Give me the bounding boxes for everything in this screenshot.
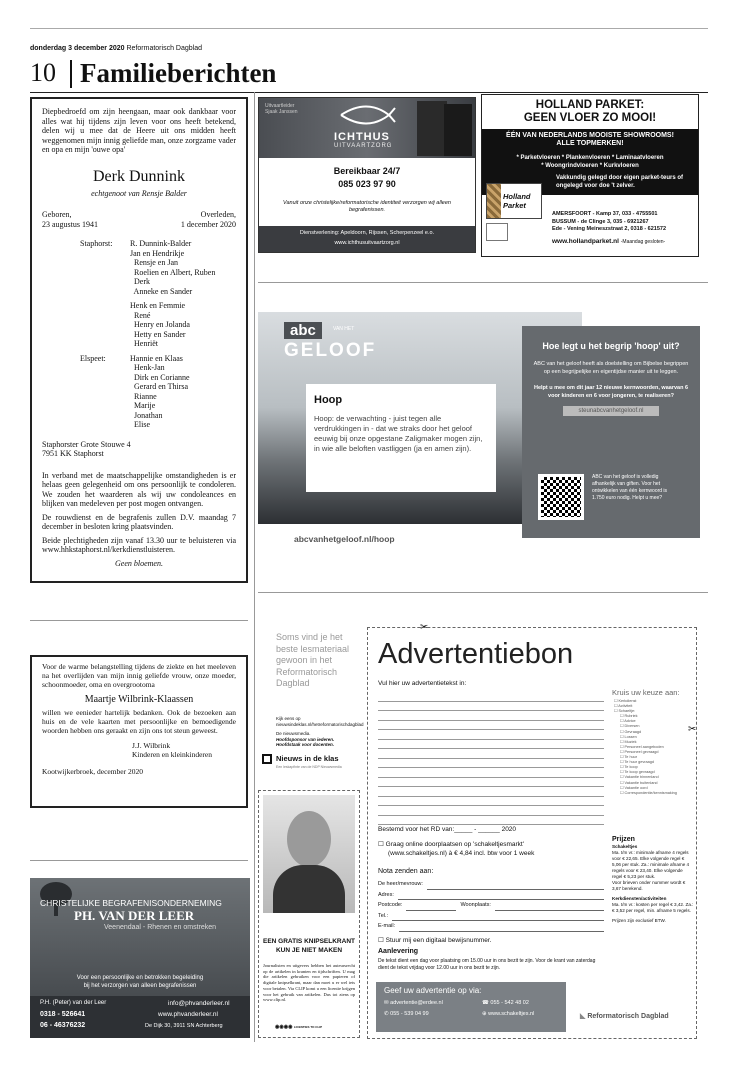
- field-city-label: Woonplaats:: [460, 902, 491, 908]
- option-checkbox[interactable]: ☐: [614, 709, 619, 714]
- abc-p2: Helpt u mee om dit jaar 12 nieuwe kernwoorden, waarvan 6 voor kinderen en 6 voor jongeren, te realiseren?: [533, 385, 689, 399]
- family-row: [42, 311, 236, 321]
- abc-question: Hoe legt u het begrip 'hoop' uit?: [542, 341, 680, 351]
- field-city-input[interactable]: [495, 900, 604, 911]
- family-place: [42, 320, 102, 330]
- klas-logo: Nieuws in de klas: [276, 754, 339, 763]
- online-checkbox[interactable]: ☐: [378, 841, 384, 848]
- field-email-label: E-mail:: [378, 923, 396, 929]
- bon-text-line[interactable]: [378, 721, 604, 731]
- rule-mid-1: [258, 282, 708, 283]
- family-row: [42, 301, 236, 311]
- family-row: [42, 258, 236, 268]
- knip-title-2: KUN JE NIET MAKEN: [275, 947, 343, 954]
- abc-qr-text: ABC van het geloof is volledig afhankelijk van giften. Voor het ontwikkelen van één kernwoord is 1.750 euro nodig. Helpt u mee?: [592, 474, 668, 501]
- ichthus-tag: [265, 103, 298, 115]
- parket-url[interactable]: www.hollandparket.nl: [552, 238, 619, 245]
- top-rule: [30, 28, 708, 29]
- abc-p1: ABC van het geloof heeft als doelstelling om Bijbelse begrippen op een begrijpelijke en eigentijdse manier uit te leggen.: [533, 361, 689, 375]
- bon-fax: 055 - 542 48 02: [490, 1000, 529, 1006]
- abc-vanhet: VAN HET: [333, 326, 355, 332]
- klas-logo-icon: [262, 754, 272, 764]
- person-2: [444, 104, 472, 156]
- option-checkbox[interactable]: ☐: [620, 724, 625, 729]
- option-checkbox[interactable]: ☐: [620, 790, 625, 795]
- deceased-name: Derk Dunnink: [93, 167, 185, 185]
- bon-bewijs: [378, 936, 492, 944]
- family-row: [42, 239, 236, 249]
- clip-logo-text: LICENTIES TO CLIP: [293, 1025, 323, 1029]
- address-line-2: 7951 KK Staphorst: [42, 449, 104, 458]
- bon-web[interactable]: www.schakeltjes.nl: [488, 1011, 535, 1017]
- bon-btw: Prijzen zijn exclusief BTW.: [612, 918, 666, 923]
- parket-craft: Vakkundig gelegd door eigen parket-teurs of ongelegd voor doe 't zelver.: [556, 175, 684, 189]
- portrait-photo: [263, 795, 355, 913]
- field-name-input[interactable]: [427, 879, 604, 890]
- bon-prices: [612, 835, 694, 924]
- family-place: [42, 330, 102, 340]
- family-member: Rensje en Jan: [130, 258, 178, 267]
- rule-left: [30, 620, 248, 621]
- bon-text-line[interactable]: [378, 787, 604, 797]
- phone-icon: ✆: [384, 1011, 389, 1017]
- leer-tel-1: 0318 - 526641: [40, 1011, 86, 1018]
- bon-text-label: Vul hier uw advertentietekst in:: [378, 680, 467, 687]
- family-row: [42, 373, 236, 383]
- family-member: Henriët: [130, 339, 158, 348]
- family-row: [42, 382, 236, 392]
- bon-mail[interactable]: advertentie@erdee.nl: [390, 1000, 443, 1006]
- bon-text-line[interactable]: [378, 759, 604, 769]
- option-checkbox[interactable]: ☐: [614, 699, 619, 703]
- family-place: [42, 363, 102, 373]
- bon-online-price: (www.schakeltjes.nl) à € 4,84 incl. btw voor 1 week: [388, 850, 535, 857]
- field-postcode-input[interactable]: [406, 900, 456, 911]
- parket-hours: -Maandag gesloten-: [620, 239, 666, 245]
- family-place: [42, 287, 102, 297]
- leer-email[interactable]: info@phvanderleer.nl: [168, 1000, 230, 1007]
- parket-items-1: * Parketvloeren * Plankenvloeren * Laminaatvloeren: [516, 155, 664, 161]
- family-member: Marije: [130, 401, 156, 410]
- bon-text-line[interactable]: [378, 730, 604, 740]
- scissors-icon-side: ✂: [688, 724, 697, 735]
- parket-badge: [486, 223, 508, 241]
- family-member: Henk-Jan: [130, 363, 165, 372]
- qr-code-icon[interactable]: [538, 474, 584, 520]
- leer-name: PH. VAN DER LEER: [74, 908, 195, 923]
- field-email-input[interactable]: [399, 921, 604, 932]
- parket-addresses: [552, 211, 666, 234]
- family-row: [42, 392, 236, 402]
- dates: [42, 210, 236, 229]
- family-member: Henk en Femmie: [130, 301, 186, 310]
- option-label: Te koop: [624, 765, 638, 770]
- family-member: Hannie en Klaas: [130, 353, 183, 363]
- wilbrink-place: Kootwijkerbroek, december 2020: [42, 767, 144, 776]
- parket-logo-text: Holland Parket: [503, 192, 531, 210]
- option-label: Vakantie binnenland: [624, 775, 659, 780]
- family-place: [42, 392, 102, 402]
- option-label: Gevraagd: [624, 729, 642, 734]
- family-place: Staphorst:: [80, 239, 113, 248]
- no-flowers: Geen bloemen.: [115, 558, 163, 568]
- bon-text-line[interactable]: [378, 711, 604, 721]
- family-row: [42, 287, 236, 297]
- parket-bar-1: ÉÉN VAN NEDERLANDS MOOISTE SHOWROOMS!: [506, 132, 674, 139]
- bon-kerkdiensten: Kerkdiensten/activiteiten: [612, 896, 667, 901]
- family-place: [42, 258, 102, 268]
- leer-web[interactable]: www.phvanderleer.nl: [158, 1011, 218, 1018]
- page-number: 10: [30, 58, 56, 87]
- wilbrink-p2: willen we eenieder hartelijk bedanken. Ook de bezoeken aan huis en de vele kaarten met persoonlijke en bemoedigende woorden hebben ons geraakt en zijn ons tot steun geweest.: [42, 708, 236, 735]
- option-checkbox[interactable]: ☐: [620, 765, 625, 770]
- bon-text-line[interactable]: [378, 749, 604, 759]
- notice-intro: Diepbedroefd om zijn heengaan, maar ook dankbaar voor alles wat hij tijdens zijn leven voor ons heeft betekend, delen wij u mee dat de Heere uit ons midden heeft weggenomen mijn innig geliefde man, onze zorgzame vader en opa en mijn 'ouwe opa': [42, 107, 236, 154]
- died-label: Overleden,: [200, 210, 236, 219]
- family-place: [42, 249, 102, 259]
- globe-icon: ⊕: [482, 1011, 487, 1017]
- option-checkbox[interactable]: ☐: [620, 775, 625, 780]
- header-date: donderdag 3 december 2020: [30, 45, 125, 52]
- option-checkbox[interactable]: ☐: [620, 780, 625, 785]
- field-address-label: Adres:: [378, 891, 394, 898]
- family-member: René: [130, 310, 151, 320]
- option-label: Activiteit: [618, 704, 633, 709]
- bon-contact: [376, 982, 566, 1032]
- leer-slogan-2: bij het verzorgen van alleen begrafenissen: [83, 983, 197, 989]
- bon-text-line[interactable]: [378, 740, 604, 750]
- option-label: Kerkdienst: [618, 699, 637, 703]
- family-member: R. Dunnink-Balder: [130, 239, 192, 248]
- header-paper: Reformatorisch Dagblad: [126, 45, 202, 52]
- bon-text-line[interactable]: [378, 778, 604, 788]
- van-der-leer-ad: [30, 878, 250, 1038]
- field-postcode-label: Postcode:: [378, 902, 403, 908]
- bon-kruis-label: Kruis uw keuze aan:: [612, 688, 680, 697]
- leer-person: P.H. (Peter) van der Leer: [40, 1000, 107, 1006]
- klas-logo-sub: Een leskapfinte van de NDP Nieuwsmedia: [276, 765, 342, 769]
- option-label: Personeel gevraagd: [624, 749, 659, 754]
- ichthus-ad: [258, 97, 476, 253]
- option-label: Personeel aangeboden: [624, 744, 664, 749]
- bon-options: [614, 699, 696, 796]
- bon-bewijs-text: Stuur mij een digitaal bewijsnummer.: [385, 937, 492, 944]
- bon-prijs-2: Voor brieven onder nummer wordt € 3,67 berekend.: [612, 880, 686, 891]
- family-place: [42, 382, 102, 392]
- field-address-input[interactable]: [398, 890, 604, 901]
- klas-l3: Hoofdsponsor van iederen.: [276, 736, 335, 742]
- family-place: Elspeet:: [80, 353, 106, 363]
- bon-nota: Nota zenden aan:: [378, 868, 434, 875]
- klas-l4: Hoofdstaak voor docenten.: [276, 742, 335, 747]
- bon-online-text: Graag online doorplaatsen op 'schakeltjesmarkt': [385, 841, 524, 848]
- option-label: Schaeltje:: [618, 709, 636, 714]
- bon-text-lines[interactable]: [378, 692, 604, 825]
- wilbrink-p1: Voor de warme belangstelling tijdens de ziekte en het meeleven na het overlijden van mijn innig geliefde vrouw, onze moeder, schoonmoeder, oma en overgrootoma: [42, 662, 236, 689]
- advertentiebon: [367, 622, 697, 1039]
- header-meta: [30, 45, 202, 52]
- family-member: Jan en Hendrikje: [130, 248, 185, 258]
- abc-info-panel: [522, 326, 700, 538]
- clip-logo: ◉◉◉◉ LICENTIES TO CLIP: [275, 1024, 323, 1030]
- thanks-notice-wilbrink: [30, 655, 248, 808]
- bon-title: Advertentiebon: [378, 638, 574, 670]
- family-place: [42, 411, 102, 421]
- option-label: Vakantie buitenland: [624, 780, 658, 785]
- family-row: [42, 268, 236, 278]
- family-row: [42, 420, 236, 430]
- rd-logo-mark: ◣: [580, 1013, 586, 1020]
- family-row: [42, 411, 236, 421]
- wilbrink-sig-2: Kinderen en kleinkinderen: [132, 750, 212, 759]
- bon-text-line[interactable]: [378, 797, 604, 807]
- bon-text-line[interactable]: [378, 768, 604, 778]
- family-row: [42, 354, 236, 364]
- family-member: Elise: [130, 420, 150, 429]
- family-member: Anneke en Sander: [130, 286, 193, 296]
- spouse-line: echtgenoot van Rensje Balder: [91, 188, 187, 198]
- option-checkbox[interactable]: ☐: [620, 744, 625, 749]
- family-member: Roelien en Albert, Ruben: [130, 267, 216, 277]
- option-checkbox[interactable]: ☐: [620, 770, 625, 775]
- option-label: Te koop gevraagd: [624, 770, 655, 775]
- family-place: [42, 401, 102, 411]
- bon-aanlevering: Aanlevering: [378, 948, 419, 955]
- klas-details: [276, 716, 364, 748]
- born-label: Geboren,: [42, 210, 72, 219]
- field-tel-input[interactable]: [392, 911, 604, 922]
- mail-icon: ✉: [384, 1000, 389, 1006]
- bon-via: Geef uw advertentie op via:: [384, 986, 482, 995]
- parket-title-2: GEEN VLOER ZO MOOI!: [523, 112, 657, 124]
- family-place: [42, 339, 102, 349]
- family-member: Gerard en Thirsa: [130, 382, 189, 391]
- klas-promo-text: Soms vind je het beste lesmateriaal gewoon in het Reformatorisch Dagblad: [276, 632, 350, 688]
- abc-url[interactable]: abcvanhetgeloof.nl/hoop: [294, 534, 395, 544]
- family-row: [42, 401, 236, 411]
- wilbrink-name: Maartje Wilbrink-Klaassen: [84, 694, 194, 705]
- klas-link[interactable]: Kijk eens op nieuwsindeklas.nl/hetreformatorischdagblad: [276, 716, 364, 727]
- ichthus-text: Vanuit onze christelijke/reformatorische identiteit verzorgen wij alleen begrafenissen.: [283, 200, 451, 213]
- family-place: [42, 268, 102, 278]
- family-member: Rianne: [130, 391, 157, 401]
- leer-slogan: [30, 974, 250, 990]
- parket-title-1: HOLLAND PARKET:: [535, 99, 645, 111]
- family-place: [42, 373, 102, 383]
- bon-bestemd[interactable]: Bestemd voor het RD van:_____ - ______ 2020: [378, 826, 517, 833]
- family-member: Dirk en Corianne: [130, 372, 190, 382]
- klas-l2: De nieuwsmedia.: [276, 731, 311, 736]
- family-row: [42, 330, 236, 340]
- parket-items-2: * Woongrindvloeren * Kurkvloeren: [541, 163, 639, 169]
- ichthus-available: Bereikbaar 24/7: [333, 166, 401, 176]
- family-member: Derk: [130, 277, 150, 286]
- rule-mid-2: [258, 592, 708, 593]
- option-label: Te huur: [624, 755, 638, 760]
- bon-prijs-3: Ma. t/m vr.: kosten per regel € 3,42. Za.: € 3,52 per regel, min. afname 5 regels.: [612, 902, 694, 913]
- header-rule: [30, 92, 708, 93]
- parket-bar-2: ALLE TOPMERKEN!: [556, 140, 624, 147]
- scissors-icon: ✂: [420, 622, 429, 633]
- notice-paragraph-1: In verband met de maatschappelijke omstandigheden is er helaas geen gelegenheid om ons persoonlijk te condoleren. We zouden het waarderen als wij uw condoleances en blijken van medeleven per post mogen ontvangen.: [42, 470, 236, 508]
- family-member: Henry en Jolanda: [130, 320, 190, 329]
- notice-paragraph-2: De rouwdienst en de begrafenis zullen D.V. maandag 7 december in besloten kring plaatsvinden.: [42, 512, 236, 531]
- option-checkbox[interactable]: ☐: [620, 739, 625, 744]
- abc-ad: [258, 312, 702, 554]
- parket-web: [552, 238, 665, 245]
- bon-text-line[interactable]: [378, 816, 604, 826]
- family-member: Hetty en Sander: [130, 329, 186, 339]
- option-label: Muziek: [624, 739, 637, 744]
- bon-option[interactable]: [614, 791, 696, 796]
- column-rule-1: [254, 92, 255, 1042]
- died-date: 1 december 2020: [180, 219, 236, 229]
- ichthus-brand: ICHTHUS: [334, 131, 390, 143]
- parket-addr-1: AMERSFOORT - Kamp 37, 033 - 4755501: [552, 211, 658, 217]
- option-checkbox[interactable]: ☐: [620, 785, 625, 790]
- abc-hoop-card: [306, 384, 496, 492]
- bewijs-checkbox[interactable]: ☐: [378, 937, 384, 944]
- bon-text-line[interactable]: [378, 702, 604, 712]
- ichthus-phone: 085 023 97 90: [338, 179, 396, 189]
- family-row: [42, 277, 236, 287]
- rule-left-2: [30, 860, 248, 861]
- option-checkbox[interactable]: ☐: [620, 749, 625, 754]
- bon-schakeltjes: Schakeltjes: [612, 844, 638, 849]
- option-label: Vakantie oord: [624, 785, 648, 790]
- knipselkrant-ad: [258, 790, 360, 1038]
- bon-tel: 055 - 539 04 99: [390, 1011, 429, 1017]
- family-row: [42, 363, 236, 373]
- portrait-suit: [273, 865, 345, 913]
- knip-text: Journalisten en uitgevers hebben het auteursrecht op de artikelen in kranten en tijdschriften. U mag die artikelen gebruiken voor een papieren of digitale knipselkrant, maar dan moet u er wel iets voor betalen. Via CLIP komt u een licentie krijgen voor het gebruik van artikelen. Dus tot ziens op www.clip.nl.: [263, 963, 355, 1003]
- family-row: [42, 339, 236, 349]
- bon-online: [378, 840, 534, 858]
- family-place: [42, 277, 102, 287]
- option-checkbox[interactable]: ☐: [620, 719, 625, 724]
- parket-addr-2: BUSSUM - de Clinge 3, 035 - 6921267: [552, 218, 649, 225]
- leer-addr: De Dijk 30, 3911 SN Achterberg: [145, 1023, 223, 1029]
- family-list: [42, 239, 236, 430]
- header-divider: [70, 60, 72, 88]
- abc-logo-geloof: GELOOF: [284, 340, 377, 361]
- family-place: [42, 420, 102, 430]
- option-checkbox[interactable]: ☐: [620, 734, 625, 739]
- fish-icon: [337, 102, 397, 128]
- abc-support-url[interactable]: steunabcvanhetgeloof.nl: [563, 406, 659, 416]
- ichthus-url[interactable]: www.ichthusuitvaartzorg.nl: [334, 240, 400, 246]
- family-row: [42, 249, 236, 259]
- option-checkbox[interactable]: ☐: [620, 755, 625, 760]
- ichthus-footer: [259, 226, 475, 252]
- death-notice-dunnink: [30, 97, 248, 583]
- ichthus-areas: Dienstverlening: Apeldoorn, Rijssen, Scherpenzeel e.o.: [299, 230, 435, 236]
- family-place: [42, 301, 102, 311]
- family-row: [42, 320, 236, 330]
- abc-hoop-text: Hoop: de verwachting - juist tegen alle verdrukkingen in - dat we straks door het geloof eeuwig bij onze opgestane Zaligmaker mogen zijn, in wie alle beloften vastliggen (ja en amen zijn).: [314, 414, 483, 453]
- address-line-1: Staphorster Grote Stouwe 4: [42, 439, 131, 449]
- field-name-label: De heer/mevrouw:: [378, 881, 423, 887]
- bon-address-form: [378, 879, 604, 932]
- family-place: [42, 311, 102, 321]
- bon-text-line[interactable]: [378, 692, 604, 702]
- bon-text-line[interactable]: [378, 806, 604, 816]
- leer-tel-2: 06 - 46376232: [40, 1022, 86, 1029]
- bon-prijs-1: Ma. t/m vr.: minimale afname 4 regels voor € 22,65. Elke volgende regel € 5,06 per stuk. Za.: minimale afname 4 regels voor € 23,40. Elke volgende regel € 5,23 per stuk.: [612, 850, 690, 879]
- option-checkbox[interactable]: ☐: [620, 714, 625, 719]
- parket-addr-3: Ede - Vening Meineszstraat 2, 0318 - 621572: [552, 226, 667, 232]
- option-checkbox[interactable]: ☐: [614, 704, 619, 709]
- knip-title-1: EEN GRATIS KNIPSELKRANT: [263, 938, 355, 945]
- parket-logo-wood: [487, 184, 501, 218]
- option-label: Advice: [624, 719, 636, 724]
- option-checkbox[interactable]: ☐: [620, 760, 625, 765]
- family-member: Jonathan: [130, 410, 163, 420]
- option-label: Rubriek: [624, 714, 638, 719]
- leer-top: CHRISTELIJKE BEGRAFENISONDERNEMING: [40, 898, 222, 908]
- holland-parket-ad: [481, 94, 699, 257]
- person-1: [417, 101, 447, 156]
- section-title: Familieberichten: [80, 58, 277, 88]
- bon-aanlevering-text: De tekst dient een dag voor plaatsing om 15.00 uur in ons bezit te zijn. Voor de krant van zaterdag dient de tekst vrijdag voor 12.00 uur in ons bezit te zijn.: [378, 958, 596, 971]
- ichthus-tag-2: Sjaak Janssen: [265, 109, 298, 115]
- leer-slogan-1: Voor een persoonlijke en betrokken begeleiding: [76, 975, 204, 981]
- fax-icon: ☎: [482, 1000, 489, 1006]
- rd-logo-text: Reformatorisch Dagblad: [587, 1013, 669, 1020]
- option-label: Diversen: [624, 724, 640, 729]
- option-label: Lossen: [624, 734, 637, 739]
- option-label: Te huur gevraagd: [624, 760, 654, 765]
- notice-paragraph-3: Beide plechtigheden zijn vanaf 13.30 uur te beluisteren via www.hhkstaphorst.nl/kerkdienstluisteren.: [42, 535, 236, 554]
- option-checkbox[interactable]: ☐: [620, 729, 625, 734]
- knip-title: [259, 937, 359, 955]
- field-tel-label: Tel.:: [378, 912, 389, 919]
- bon-prijzen-title: Prijzen: [612, 836, 635, 843]
- rd-logo: [580, 1012, 669, 1020]
- portrait-face: [287, 811, 331, 867]
- born-date: 23 augustus 1941: [42, 219, 98, 229]
- leer-region: Veenendaal - Rhenen en omstreken: [104, 924, 217, 931]
- parket-logo: [486, 183, 542, 219]
- ichthus-sub: UITVAARTZORG: [334, 143, 393, 149]
- option-label: Correspondentie/kennismaking: [624, 790, 677, 795]
- abc-logo: abc: [284, 322, 322, 339]
- abc-hoop-title: Hoop: [314, 394, 343, 406]
- ichthus-tag-1: Uitvaartleider: [265, 103, 295, 109]
- wilbrink-sig-1: J.J. Wilbrink: [132, 741, 171, 750]
